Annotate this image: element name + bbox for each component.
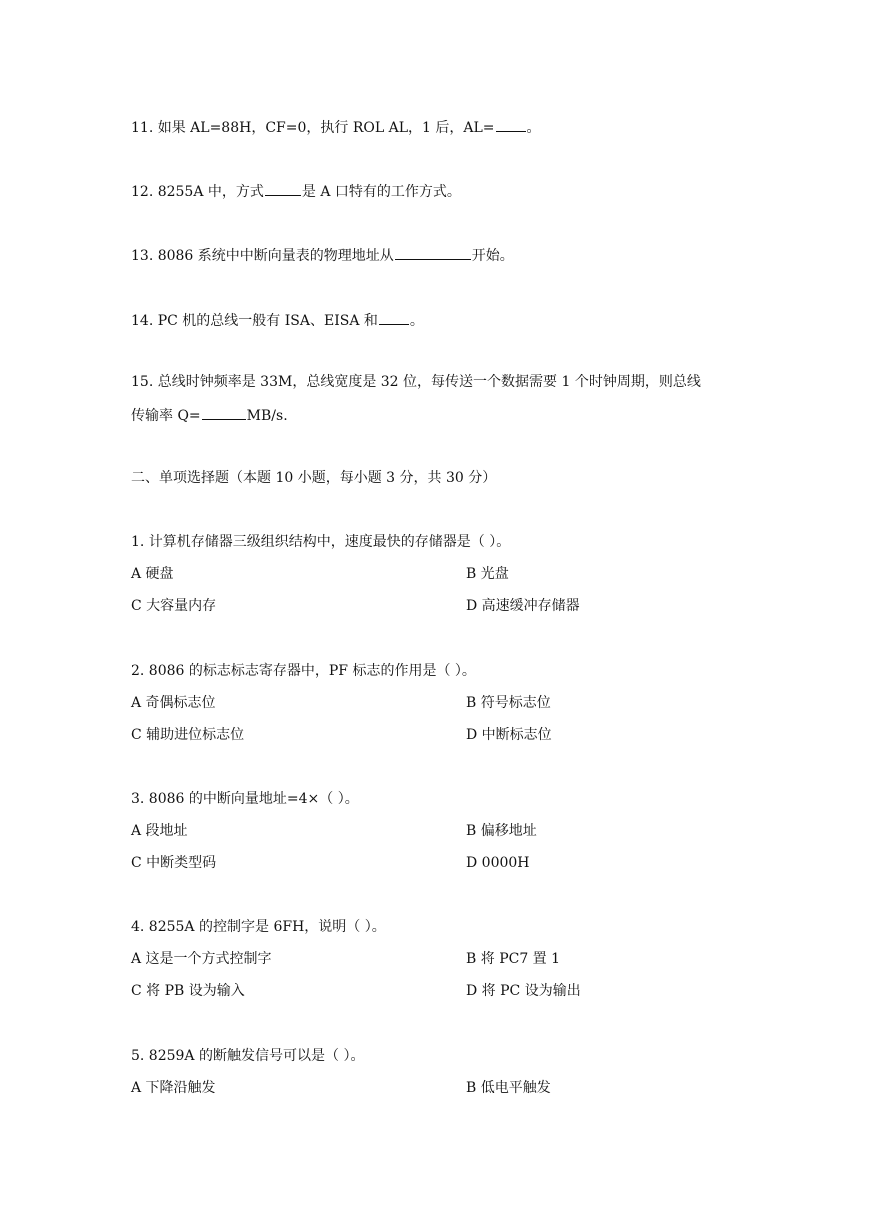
option-a: A 奇偶标志位 (131, 695, 216, 711)
option-d: D 高速缓冲存储器 (466, 598, 580, 614)
answer-blank (265, 181, 301, 196)
option-b: B 符号标志位 (466, 695, 551, 711)
option-d: D 将 PC 设为输出 (466, 983, 581, 999)
question-stem: 5. 8259A 的断触发信号可以是（ ）。 (131, 1048, 365, 1064)
option-b: B 光盘 (466, 566, 509, 582)
option-b: B 低电平触发 (466, 1080, 551, 1096)
section-title: 二、单项选择题（本题 10 小题，每小题 3 分，共 30 分） (131, 470, 497, 486)
question-15-line-1: 15. 总线时钟频率是 33M，总线宽度是 32 位，每传送一个数据需要 1 个时钟周期，则总线 (131, 374, 701, 390)
question-13: 13. 8086 系统中中断向量表的物理地址从 开始。 (131, 245, 514, 265)
question-stem: 4. 8255A 的控制字是 6FH，说明（ ）。 (131, 919, 386, 935)
answer-blank (496, 117, 526, 132)
question-15-line-2: 传输率 Q= MB/s. (131, 405, 288, 425)
option-a: A 下降沿触发 (131, 1080, 216, 1096)
option-b: B 偏移地址 (466, 823, 537, 839)
option-a: A 硬盘 (131, 566, 174, 582)
option-c: C 辅助进位标志位 (131, 727, 245, 743)
answer-blank (395, 245, 471, 260)
option-a: A 段地址 (131, 823, 188, 839)
option-d: D 0000H (466, 855, 530, 871)
question-stem: 2. 8086 的标志标志寄存器中，PF 标志的作用是（ ）。 (131, 663, 476, 679)
option-c: C 将 PB 设为输入 (131, 983, 245, 999)
question-stem: 1. 计算机存储器三级组织结构中，速度最快的存储器是（ ）。 (131, 534, 511, 550)
option-c: C 大容量内存 (131, 598, 217, 614)
question-11: 11. 如果 AL=88H，CF=0，执行 ROL AL，1 后，AL= 。 (131, 117, 541, 137)
option-d: D 中断标志位 (466, 727, 552, 743)
option-c: C 中断类型码 (131, 855, 217, 871)
answer-blank (379, 310, 409, 325)
question-stem: 3. 8086 的中断向量地址=4×（ ）。 (131, 791, 359, 807)
answer-blank (202, 405, 246, 420)
option-b: B 将 PC7 置 1 (466, 951, 561, 967)
question-12: 12. 8255A 中，方式 是 A 口特有的工作方式。 (131, 181, 461, 201)
question-14: 14. PC 机的总线一般有 ISA、EISA 和 。 (131, 310, 424, 330)
option-a: A 这是一个方式控制字 (131, 951, 272, 967)
